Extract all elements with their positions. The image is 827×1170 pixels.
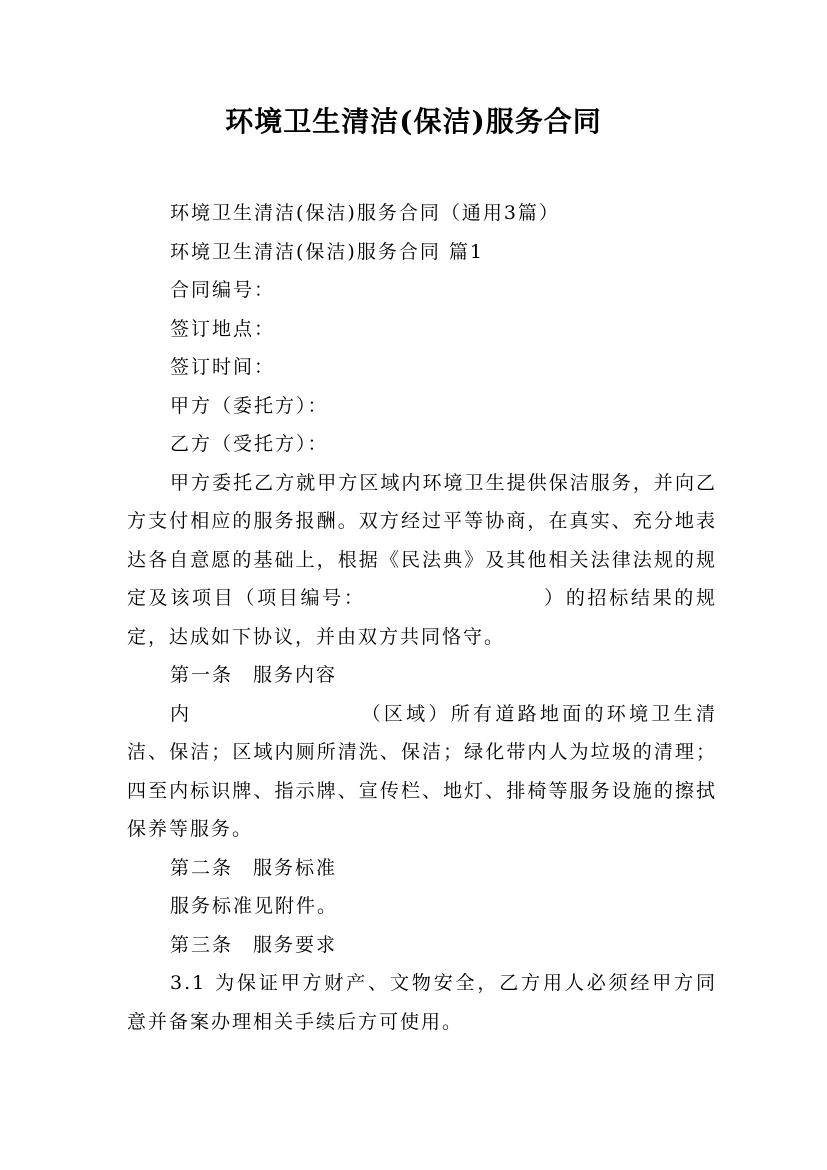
article-1-title: 服务内容 — [253, 664, 338, 686]
field-signing-time: 签订时间： — [170, 356, 276, 378]
subtitle: 环境卫生清洁(保洁)服务合同（通用3篇） — [170, 202, 560, 224]
field-party-a: 甲方（委托方）： — [170, 394, 329, 417]
intro-paragraph — [127, 464, 717, 657]
article-1-number: 第一条 — [170, 664, 234, 686]
intro-text: 甲方委托乙方就甲方区域内环境卫生提供保洁服务，并向乙方支付相应的服务报酬。双方经过平等协商，在真实、充分地表达各自意愿的基础上，根据《民法典》及其他相关法律法规的规定及该项目（项目编号： — [127, 471, 717, 609]
article-3-number: 第三条 — [170, 933, 234, 956]
article-2-heading — [127, 849, 717, 888]
part-heading: 环境卫生清洁(保洁)服务合同 篇1 — [170, 240, 484, 263]
field-party-b: 乙方（受托方）： — [170, 433, 329, 455]
field-signing-place: 签订地点： — [170, 317, 276, 340]
clause-3-1: 3.1 为保证甲方财产、文物安全，乙方用人必须经甲方同意并备案办理相关手续后方可使用。 — [127, 972, 717, 1033]
document-body — [127, 194, 717, 1041]
article-1-body — [127, 695, 717, 849]
article-1-prefix: 内 — [170, 702, 193, 725]
article-1-heading — [127, 656, 717, 695]
field-contract-number: 合同编号： — [170, 279, 276, 301]
article-3-title: 服务要求 — [253, 933, 338, 956]
document-title: 环境卫生清洁(保洁)服务合同 — [225, 105, 602, 138]
article-2-body: 服务标准见附件。 — [170, 895, 339, 917]
intro-close-paren: ） — [543, 587, 566, 609]
article-2-number: 第二条 — [170, 856, 234, 879]
intro-text-end: 的招标结果的规定，达成如下协议，并由双方共同恪守。 — [127, 587, 717, 648]
article-2-title: 服务标准 — [253, 856, 338, 879]
article-3-heading — [127, 926, 717, 965]
article-1-text: （区域）所有道路地面的环境卫生清洁、保洁；区域内厕所清洗、保洁；绿化带内人为垃圾的清理；四至内标识牌、指示牌、宣传栏、地灯、排椅等服务设施的擦拭保养等服务。 — [127, 702, 717, 840]
